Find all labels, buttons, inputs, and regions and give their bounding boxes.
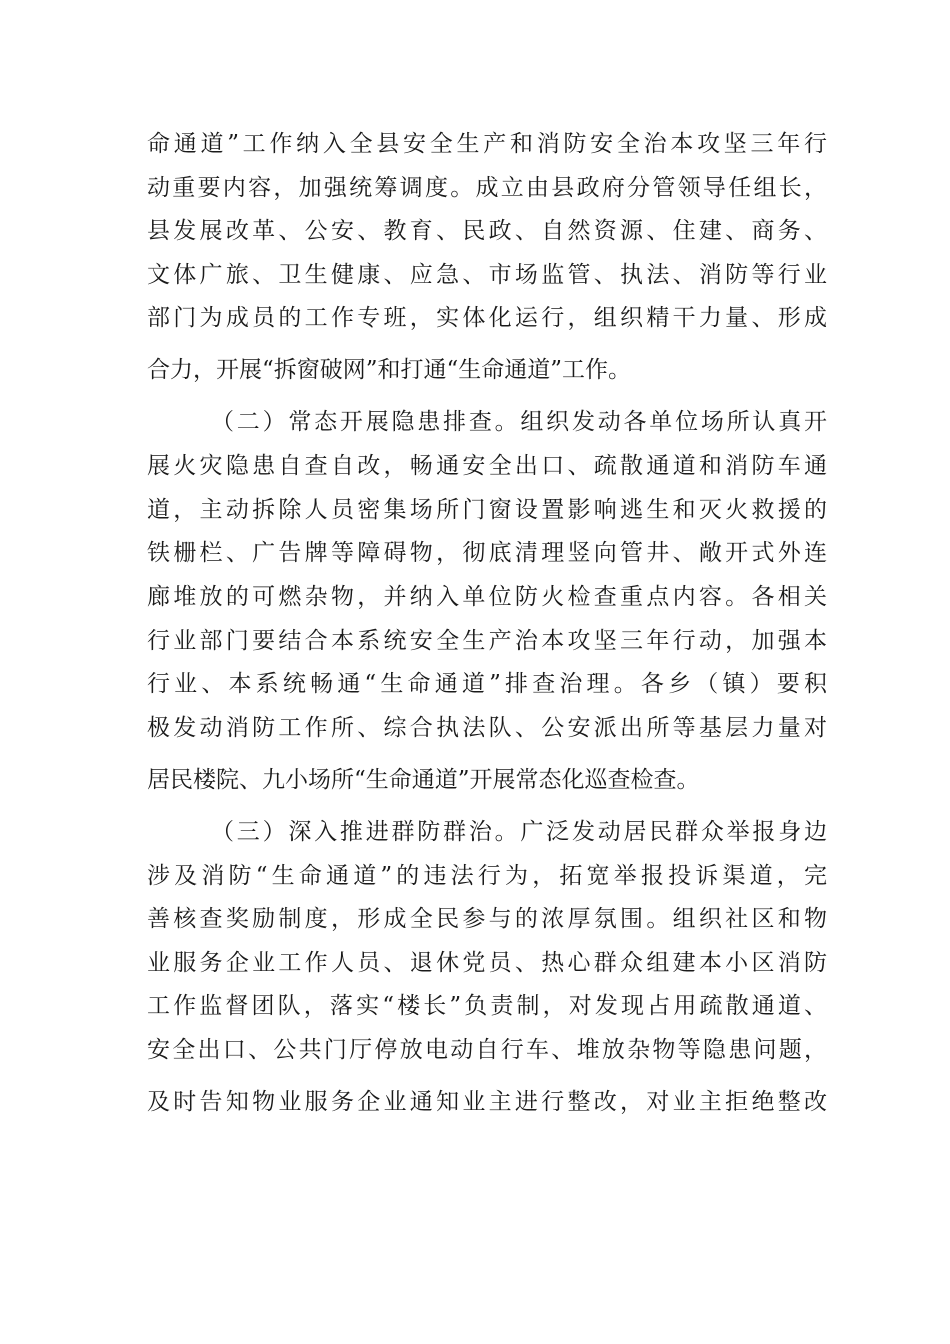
text-line: 道，主动拆除人员密集场所门窗设置影响逃生和灭火救援的 (147, 497, 827, 523)
text-line: 命通道”工作纳入全县安全生产和消防安全治本攻坚三年行 (147, 131, 827, 157)
text-line: 善核查奖励制度，形成全民参与的浓厚氛围。组织社区和物 (147, 906, 827, 932)
text-line: 铁栅栏、广告牌等障碍物，彻底清理竖向管井、敞开式外连 (147, 540, 827, 566)
text-line: 行业部门要结合本系统安全生产治本攻坚三年行动，加强本 (147, 628, 827, 654)
text-line: 业服务企业工作人员、退休党员、热心群众组建本小区消防 (147, 950, 827, 976)
text-line: 展火灾隐患自查自改，畅通安全出口、疏散通道和消防车通 (147, 453, 827, 479)
section-heading-line: （三）深入推进群防群治。广泛发动居民群众举报身边 (211, 819, 827, 845)
text-line: 文体广旅、卫生健康、应急、市场监管、执法、消防等行业 (147, 262, 827, 288)
text-line: 安全出口、公共门厅停放电动自行车、堆放杂物等隐患问题， (147, 1037, 827, 1063)
text-line: 动重要内容，加强统筹调度。成立由县政府分管领导任组长， (147, 175, 827, 201)
text-line: 极发动消防工作所、综合执法队、公安派出所等基层力量对 (147, 715, 827, 741)
text-line: 居民楼院、九小场所“生命通道”开展常态化巡查检查。 (147, 767, 700, 793)
text-line: 工作监督团队，落实“楼长”负责制，对发现占用疏散通道、 (147, 993, 827, 1019)
text-line: 部门为成员的工作专班，实体化运行，组织精干力量、形成 (147, 305, 827, 331)
text-line: 县发展改革、公安、教育、民政、自然资源、住建、商务、 (147, 218, 827, 244)
text-line: 廊堆放的可燃杂物，并纳入单位防火检查重点内容。各相关 (147, 584, 827, 610)
text-line: 合力，开展“拆窗破网”和打通“生命通道”工作。 (147, 357, 632, 383)
text-line: 涉及消防“生命通道”的违法行为，拓宽举报投诉渠道，完 (147, 863, 827, 889)
text-line: 及时告知物业服务企业通知业主进行整改，对业主拒绝整改 (147, 1089, 827, 1115)
section-heading-line: （二）常态开展隐患排查。组织发动各单位场所认真开 (211, 409, 827, 435)
text-line: 行业、本系统畅通“生命通道”排查治理。各乡（镇）要积 (147, 671, 827, 697)
